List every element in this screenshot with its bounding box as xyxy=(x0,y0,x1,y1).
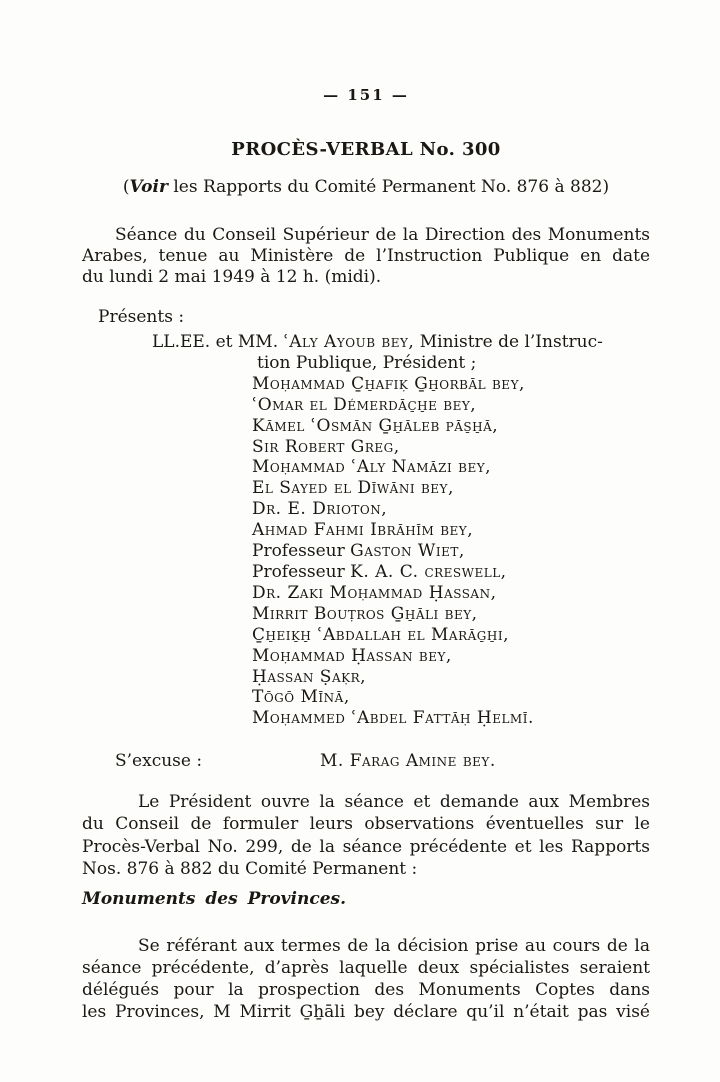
attendee-sc: Moḥammed ʿAbdel Fattāḥ Ḥelmī. xyxy=(252,708,534,729)
attendee-sc: Gaston Wiet, xyxy=(350,541,465,562)
excused-section xyxy=(82,751,650,771)
attendee-name xyxy=(252,583,650,604)
attendee-name xyxy=(252,541,650,562)
attendees-intro-suffix: Ministre de l’Instruc- xyxy=(414,332,603,352)
excused-label: S’excuse : xyxy=(115,751,203,771)
attendee-sc: Dr. Zaki Moḥammad Ḥassan, xyxy=(252,582,497,603)
attendee-name: ʿAly Ayoub bey, xyxy=(283,332,415,352)
attendee-name xyxy=(252,687,650,708)
reference-rest: les Rapports du Comité Permanent No. 876 à 882) xyxy=(167,177,610,197)
president-paragraph xyxy=(82,791,650,881)
paragraph-line: les Provinces, M Mirrit G̱ẖāli bey déclare qu’il n’était pas visé xyxy=(82,1001,650,1022)
attendee-prefix: Professeur xyxy=(252,561,351,582)
attendee-sc: ʿOmar el Démerdāc̱ẖe bey, xyxy=(252,394,477,415)
attendee-name xyxy=(252,478,650,499)
attendee-sc: Mirrit Bouṭros G̱ẖāli bey, xyxy=(252,603,478,624)
attendee-name xyxy=(252,604,650,625)
attendee-name xyxy=(252,374,650,395)
attendee-name xyxy=(252,625,650,646)
attendee-sc: Dr. E. Drioton, xyxy=(252,499,388,520)
paragraph-line: du Conseil de formuler leurs observations éventuelles sur le xyxy=(82,814,650,835)
paragraph-line: délégués pour la prospection des Monuments Coptes dans xyxy=(82,979,650,1000)
attendee-sc: El Sayed el Dīwāni bey, xyxy=(252,478,454,499)
attendee-name xyxy=(252,437,650,458)
closing-paragraph xyxy=(82,936,650,1024)
attendee-sc: Ahmad Fahmi Ibrāhīm bey, xyxy=(252,520,474,541)
attendee-name xyxy=(252,395,650,416)
paragraph-line: Se référant aux termes de la décision prise au cours de la xyxy=(138,936,650,956)
paragraph-line: du lundi 2 mai 1949 à 12 h. (midi). xyxy=(82,267,382,288)
reference-open-paren: ( xyxy=(122,177,130,197)
section-heading: Monuments des Provinces. xyxy=(82,889,347,909)
attendee-name xyxy=(252,708,650,729)
attendee-sc: K. A. C. creswell, xyxy=(350,561,507,582)
paragraph-line: Procès-Verbal No. 299, de la séance précédente et les Rapports xyxy=(82,836,650,857)
attendee-prefix: Professeur xyxy=(252,541,351,562)
paragraph-line: Le Président ouvre la séance et demande aux Membres xyxy=(138,792,650,812)
attendee-sc: Moḥammad Ḥassan bey, xyxy=(252,645,452,666)
attendee-sc: Sir Robert Greg, xyxy=(252,436,400,457)
attendee-sc: Kāmel ʿOsmān G̱ẖāleb pās̱ẖā, xyxy=(252,415,499,436)
attendee-name xyxy=(252,562,650,583)
attendee-sc: C̱ẖeiḵẖ ʿAbdallah el Marāg̱ẖi, xyxy=(252,624,509,645)
presents-section xyxy=(82,307,650,327)
attendee-name xyxy=(252,499,650,520)
reference-line xyxy=(82,177,650,197)
attendee-name xyxy=(252,457,650,478)
attendee-sc: Moḥammad ʿAly Namāzi bey, xyxy=(252,457,492,478)
attendee-name xyxy=(252,646,650,667)
paragraph-line: Arabes, tenue au Ministère de l’Instruction Publique en date xyxy=(82,246,650,267)
document-title: PROCÈS-VERBAL No. 300 xyxy=(231,139,501,160)
excused-name: M. Farag Amine bey. xyxy=(320,751,496,771)
paragraph-line: Séance du Conseil Supérieur de la Direction des Monuments xyxy=(115,225,650,245)
attendees-list xyxy=(82,332,650,729)
opening-paragraph xyxy=(82,225,650,289)
attendee-name xyxy=(252,520,650,541)
attendees-intro-line1 xyxy=(152,332,650,353)
presents-label: Présents : xyxy=(98,307,185,327)
attendee-sc: Tōgō Mīnā, xyxy=(252,687,350,708)
paragraph-line: Nos. 876 à 882 du Comité Permanent : xyxy=(82,859,418,880)
paragraph-line: séance précédente, d’après laquelle deux spécialistes seraient xyxy=(82,957,650,978)
attendees-intro-line2: tion Publique, Président ; xyxy=(257,352,477,373)
reference-voir: Voir xyxy=(129,177,168,197)
page-number: — 151 — xyxy=(323,86,409,104)
attendee-name xyxy=(252,667,650,688)
attendee-sc: Moḥammad C̱ẖafiḳ G̱ẖorbāl bey, xyxy=(252,373,525,394)
attendee-name xyxy=(252,416,650,437)
attendees-intro-prefix: LL.EE. et MM. xyxy=(152,332,284,352)
attendee-sc: Ḥassan Ṣaḳr, xyxy=(252,666,367,687)
